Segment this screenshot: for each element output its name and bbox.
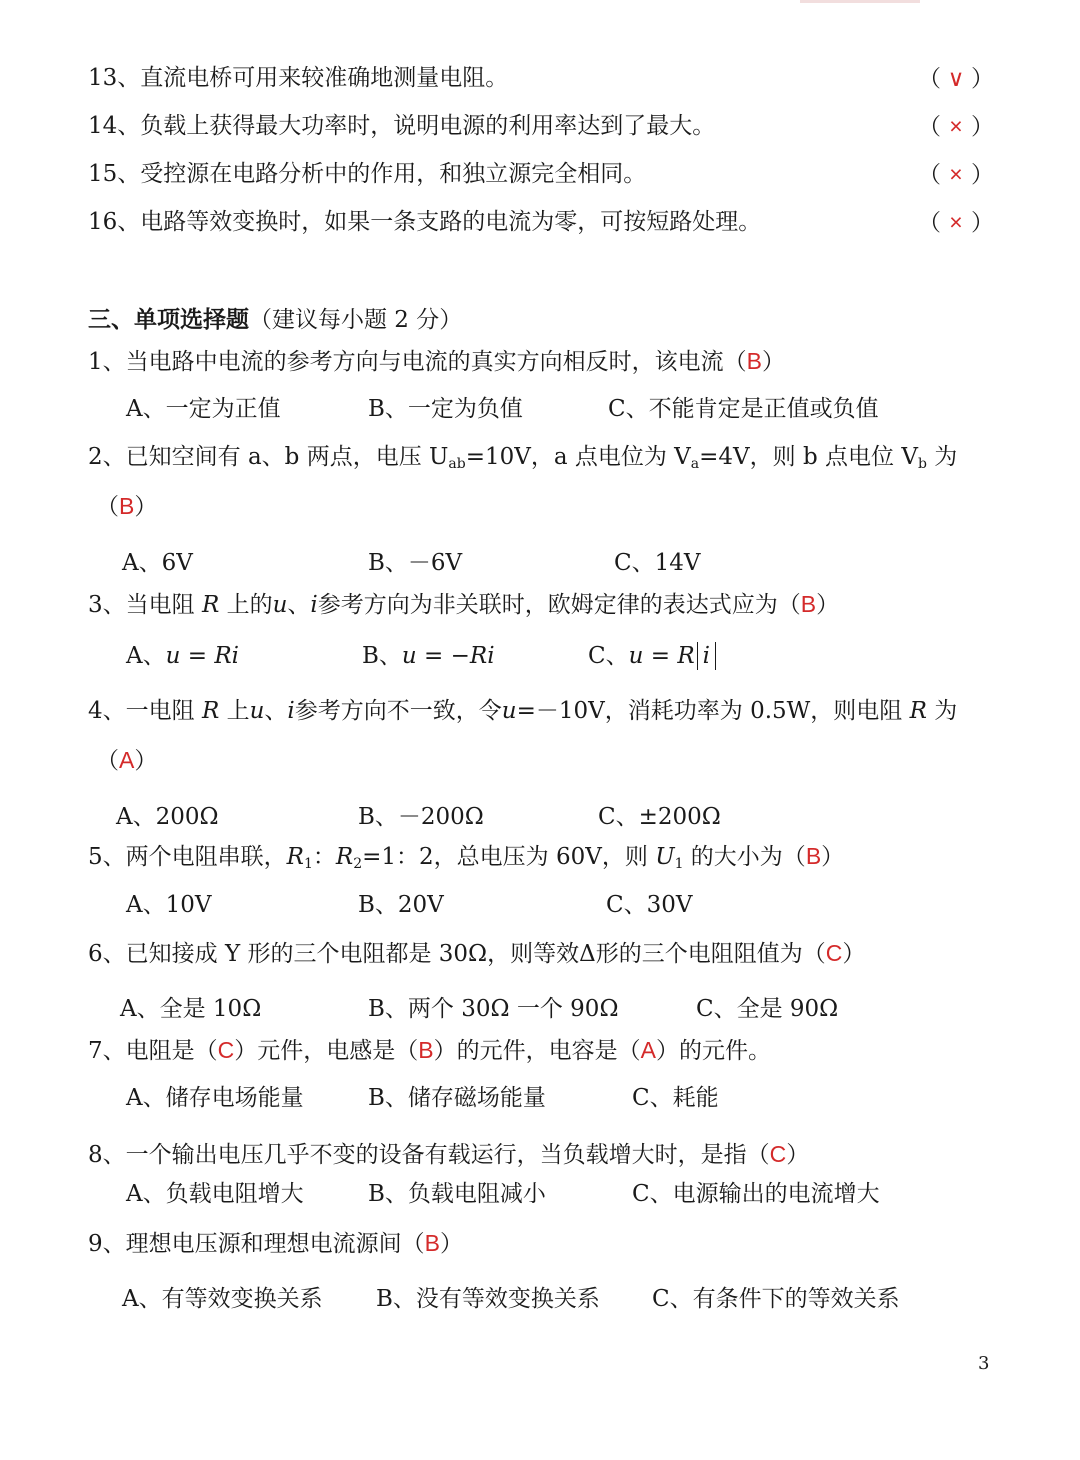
q1-option-c: C、不能肯定是正值或负值 [608,396,879,422]
q5-option-a: A、10V [126,892,212,918]
judgement-answer-14: （ × ） [918,113,994,140]
judgement-answer-16: （ × ） [918,209,994,236]
q7-option-b: B、储存磁场能量 [368,1085,546,1111]
judgement-answer-13: （ ∨ ） [918,65,994,92]
judgement-item-15: 15、受控源在电路分析中的作用，和独立源完全相同。 [88,161,647,187]
q3-option-a: A、u = Ri [126,643,240,669]
question-6: 6、已知接成 Y 形的三个电阻都是 30Ω，则等效Δ形的三个电阻阻值为（C） [88,940,866,967]
question-9: 9、理想电压源和理想电流源间（B） [88,1230,463,1257]
q4-option-b: B、－200Ω [358,804,484,830]
q4-option-c: C、±200Ω [598,804,721,830]
judgement-item-16: 16、电路等效变换时，如果一条支路的电流为零，可按短路处理。 [88,209,762,235]
question-1: 1、当电路中电流的参考方向与电流的真实方向相反时，该电流（B） [88,348,785,375]
question-7: 7、电阻是（C）元件，电感是（B）的元件，电容是（A）的元件。 [88,1037,771,1064]
q8-option-b: B、负载电阻减小 [368,1181,546,1207]
question-5: 5、两个电阻串联，$R_1$：$R_2=1$：2，总电压为 60V，则 $U_1$ 的大小为（B） [88,843,845,872]
question-4: 4、一电阻 R 上u、i参考方向不一致，令u=－10V，消耗功率为 0.5W，则电阻 R 为 [88,698,958,724]
q2-option-a: A、6V [122,550,193,576]
q2-option-b: B、－6V [368,550,463,576]
abs-i: i [697,642,716,670]
section-heading: 三、单项选择题（建议每小题 2 分） [88,306,463,333]
q5-option-b: B、20V [358,892,444,918]
q8-option-a: A、负载电阻增大 [126,1181,304,1207]
question-4-answer: （A） [96,747,158,774]
q3-option-b: B、u = −Ri [362,643,495,669]
q2-option-c: C、14V [614,550,701,576]
q3-option-c: C、u = R i [588,640,716,672]
q1-option-a: A、一定为正值 [126,396,281,422]
question-3: 3、当电阻 R 上的u、i参考方向为非关联时，欧姆定律的表达式应为（B） [88,591,840,618]
top-edge-strip [800,0,920,3]
q7-option-c: C、耗能 [632,1085,719,1111]
q9-option-a: A、有等效变换关系 [122,1286,323,1312]
judgement-item-14: 14、负载上获得最大功率时，说明电源的利用率达到了最大。 [88,113,716,139]
q8-option-c: C、电源输出的电流增大 [632,1181,880,1207]
q4-option-a: A、200Ω [116,804,219,830]
question-2-answer: （B） [96,493,158,520]
q5-option-c: C、30V [606,892,693,918]
q9-option-b: B、没有等效变换关系 [376,1286,600,1312]
q6-option-a: A、全是 10Ω [120,996,262,1022]
q1-option-b: B、一定为负值 [368,396,523,422]
judgement-answer-15: （ × ） [918,161,994,188]
q7-option-a: A、储存电场能量 [126,1085,304,1111]
q9-option-c: C、有条件下的等效关系 [652,1286,900,1312]
q6-option-c: C、全是 90Ω [696,996,839,1022]
question-2: 2、已知空间有 a、b 两点，电压 $U_{ab}=10V$，a 点电位为 $V_a=4V$，则 b 点电位 $V_b$ 为 [88,444,958,472]
page-number: 3 [978,1353,990,1374]
q6-option-b: B、两个 30Ω 一个 90Ω [368,996,619,1022]
judgement-item-13: 13、直流电桥可用来较准确地测量电阻。 [88,65,509,91]
question-8: 8、一个输出电压几乎不变的设备有载运行，当负载增大时，是指（C） [88,1141,810,1168]
